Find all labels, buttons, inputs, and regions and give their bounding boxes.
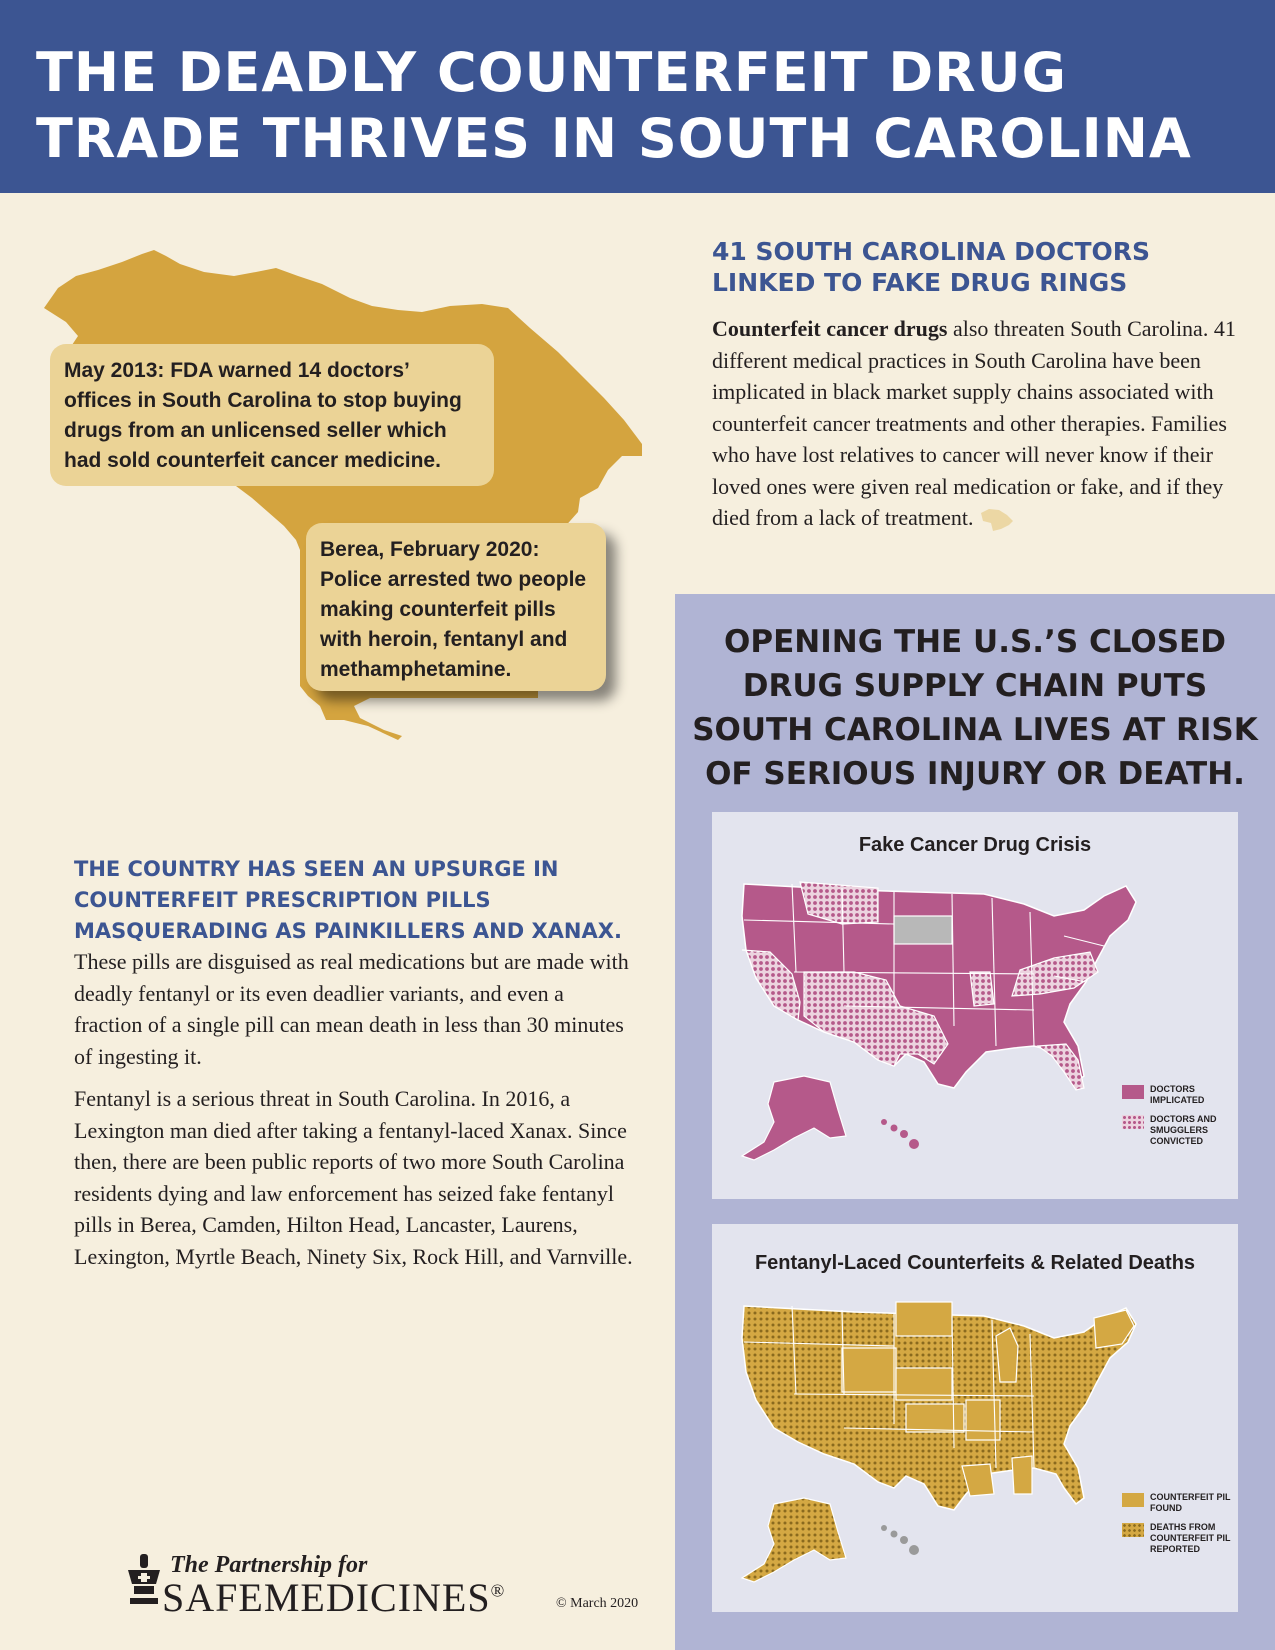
grey-state (894, 916, 952, 944)
legend-swatch-dotted (1122, 1523, 1144, 1537)
upsurge-paragraph-1: These pills are disguised as real medications but are made with deadly fentanyl or its even deadlier variants, and even a fraction of a single pill can mean death in less than 30 minutes of ingesting it. (74, 949, 629, 1069)
hawaii-shape (881, 1525, 919, 1555)
copyright-text: © March 2020 (556, 1596, 639, 1611)
legend-item-deaths-reported (1122, 1522, 1232, 1555)
berea-arrest-callout: Berea, February 2020: Police arrested two people making counterfeit pills with heroin, fentanyl and methamphetamine. (306, 523, 606, 691)
upsurge-paragraph-2: Fentanyl is a serious threat in South Carolina. In 2016, a Lexington man died after taking a fentanyl-laced Xanax. Since then, there are been public reports of two more South Carolina residents dying and law enforcement has seized fake fentanyl pills in Berea, Camden, Hilton Head, Lancaster, Laurens, Lexington, Myrtle Beach, Ninety Six, Rock Hill, and Varnville. (74, 1086, 633, 1269)
fentanyl-map-card (712, 1224, 1238, 1612)
risk-panel-heading: OPENING THE U.S.’S CLOSED DRUG SUPPLY CHAIN PUTS SOUTH CAROLINA LIVES AT RISK OF SERIOUS INJURY OR DEATH. (692, 624, 1258, 792)
south-carolina-mini-icon (979, 507, 1015, 533)
us-map-fentanyl (734, 1298, 1154, 1588)
alaska-shape (742, 1498, 846, 1582)
cancer-map-legend (1122, 1084, 1232, 1155)
hawaii-shape (881, 1119, 919, 1149)
legend-item-doctors-convicted (1122, 1114, 1232, 1147)
legend-swatch-dotted (1122, 1115, 1144, 1129)
legend-item-pill-found (1122, 1492, 1232, 1514)
lead-bold-text: Counterfeit cancer drugs (712, 316, 948, 341)
doctors-linked-paragraph (712, 313, 1252, 534)
partnership-logo (122, 1550, 542, 1620)
legend-swatch-solid (1122, 1085, 1144, 1099)
doctors-linked-heading: 41 SOUTH CAROLINA DOCTORS LINKED TO FAKE DRUG RINGS (712, 237, 1151, 297)
us-map-cancer (734, 876, 1154, 1176)
fentanyl-map-title: Fentanyl-Laced Counterfeits & Related Deaths (754, 1252, 1196, 1274)
fda-warning-callout: May 2013: FDA warned 14 doctors’ offices in South Carolina to stop buying drugs from an unlicensed seller which had sold counterfeit cancer medicine. (50, 344, 494, 486)
logo-wordmark (162, 1574, 505, 1621)
page-title: THE DEADLY COUNTERFEIT DRUG TRADE THRIVES IN SOUTH CAROLINA (36, 41, 1192, 170)
logo-wordmark-text: SAFEMEDICINES (162, 1575, 491, 1620)
dotted-states-central (970, 972, 994, 1006)
cancer-map-title: Fake Cancer Drug Crisis (858, 834, 1092, 856)
legend-label: DOCTORS IMPLICATED (1150, 1084, 1205, 1105)
mortar-pestle-icon (126, 1554, 162, 1608)
cancer-drug-map-card (712, 812, 1238, 1199)
header-banner (0, 0, 1275, 193)
doctors-linked-body: also threaten South Carolina. 41 different medical practices in South Carolina have been implicated in black market supply chains associated with counterfeit cancer treatments and other therapies. Families who have lost relatives to cancer will never know if their loved ones were given real medication or fake, and if they died from a lack of treatment. (712, 316, 1236, 530)
logo-tagline: The Partnership for (170, 1552, 368, 1578)
alaska-shape (742, 1076, 846, 1160)
legend-label: DOCTORS AND SMUGGLERS CONVICTED (1150, 1114, 1217, 1146)
legend-label: COUNTERFEIT PIL FOUND (1150, 1492, 1231, 1513)
registered-mark: ® (490, 1580, 506, 1601)
south-carolina-map (38, 250, 678, 770)
fentanyl-map-legend (1122, 1492, 1232, 1563)
legend-swatch-solid (1122, 1493, 1144, 1507)
upsurge-heading: THE COUNTRY HAS SEEN AN UPSURGE IN COUNTERFEIT PRESCRIPTION PILLS MASQUERADING AS PAINKILLERS AND XANAX. (74, 857, 622, 943)
legend-item-doctors-implicated (1122, 1084, 1232, 1106)
legend-label: DEATHS FROM COUNTERFEIT PIL REPORTED (1150, 1522, 1231, 1554)
